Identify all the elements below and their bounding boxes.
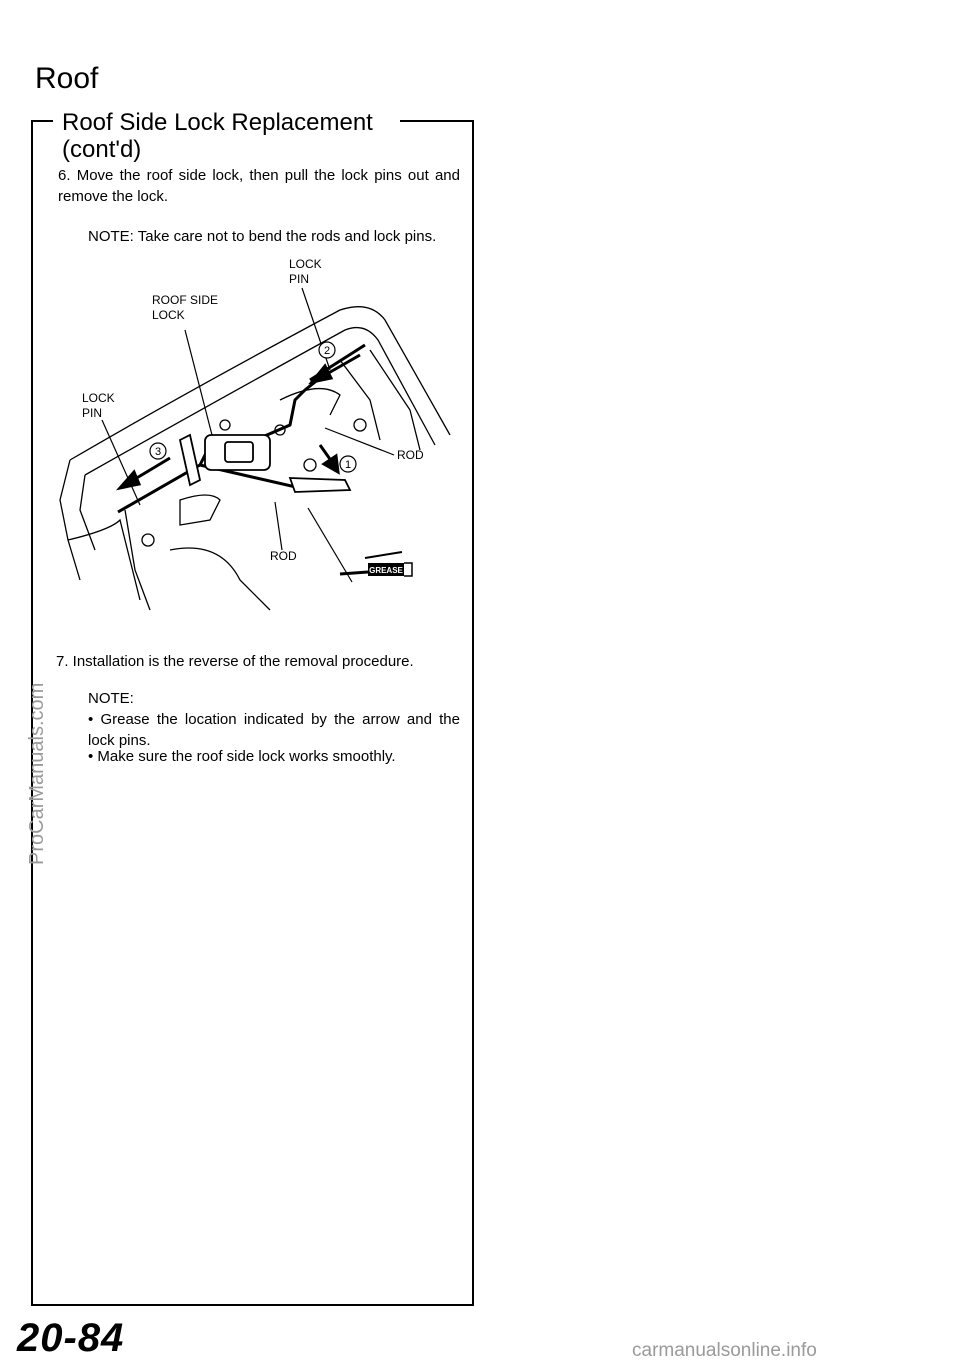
- step-7-text: 7. Installation is the reverse of the removal procedure.: [56, 653, 414, 670]
- step-marker-2: 2: [323, 345, 331, 357]
- subsection-title: [62, 109, 373, 163]
- step-marker-1: 1: [344, 459, 352, 471]
- callout-rod-right: ROD: [397, 448, 424, 462]
- subsection-title-line2: (cont'd): [62, 136, 142, 163]
- callout-rod-bottom: ROD: [270, 549, 297, 563]
- callout-lock-pin-top-line1: LOCK: [289, 257, 322, 271]
- callout-lock-pin-top: [289, 257, 322, 287]
- frame-top-left-rule: [31, 120, 53, 122]
- step-marker-3: 3: [154, 446, 162, 458]
- subsection-title-line1: Roof Side Lock Replacement: [62, 109, 373, 136]
- callout-lock-pin-left: [82, 391, 115, 421]
- frame-top-right-rule: [400, 120, 474, 122]
- roof-side-lock-diagram: [40, 250, 470, 620]
- section-title: Roof: [35, 62, 99, 95]
- frame-right-rule: [472, 120, 474, 1305]
- watermark-bottom: carmanualsonline.info: [632, 1340, 817, 1361]
- step-7-note-label: NOTE:: [88, 690, 134, 707]
- callout-roof-side-lock-line1: ROOF SIDE: [152, 293, 219, 307]
- callout-lock-pin-left-line1: LOCK: [82, 391, 115, 405]
- callout-roof-side-lock-line2: LOCK: [152, 308, 185, 322]
- callout-lock-pin-left-line2: PIN: [82, 406, 103, 420]
- grease-icon: [340, 552, 412, 576]
- step-6-note: NOTE: Take care not to bend the rods and lock pins.: [88, 228, 437, 245]
- callout-roof-side-lock: [152, 293, 218, 323]
- step-6-text: 6. Move the roof side lock, then pull the lock pins out and remove the lock.: [58, 167, 460, 205]
- grease-label: GREASE: [369, 566, 403, 575]
- callout-lock-pin-top-line2: PIN: [289, 272, 310, 286]
- frame-bottom-rule: [31, 1304, 474, 1306]
- step-7-bullet-1: • Grease the location indicated by the arrow and the lock pins.: [88, 711, 460, 749]
- page-number: 20-84: [17, 1316, 125, 1360]
- step-7-bullet-2: • Make sure the roof side lock works smoothly.: [88, 748, 396, 765]
